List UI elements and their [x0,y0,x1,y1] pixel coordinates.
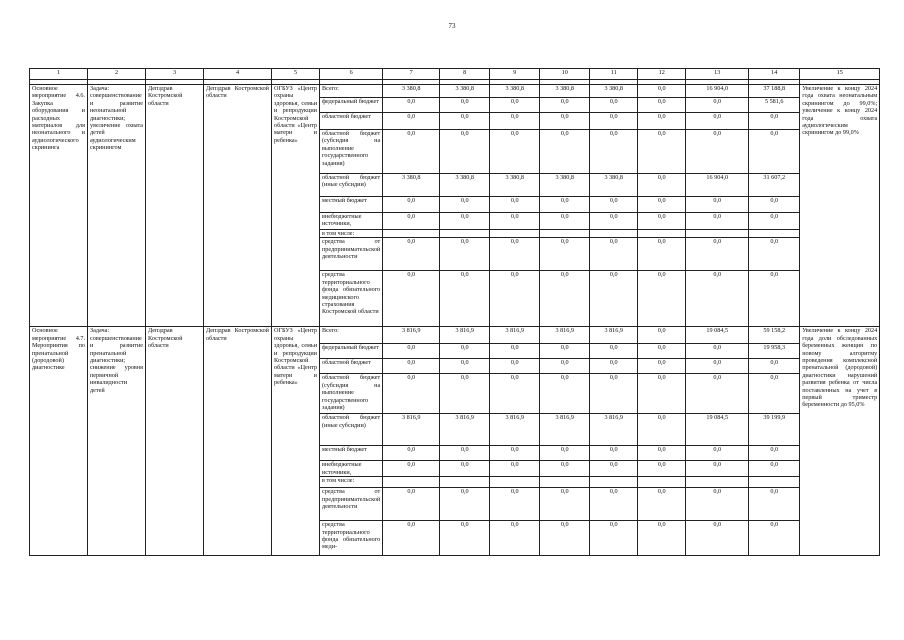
event-name-cell: Основное мероприятие 4.7. Мероприятия по пренатальной (дородовой) диагностике [30,327,88,556]
value-cell-col-11: 0,0 [590,521,638,556]
value-cell-col-12 [638,477,686,488]
value-cell-col-9: 0,0 [490,359,540,374]
value-cell-col-9: 3 380,8 [490,85,540,98]
value-cell-col-9: 0,0 [490,213,540,230]
value-cell-col-11: 0,0 [590,461,638,477]
value-cell-col-7: 0,0 [383,213,440,230]
value-cell-col-8: 3 816,9 [440,414,490,446]
value-cell-col-13: 16 904,0 [686,174,749,197]
value-cell-col-13: 0,0 [686,488,749,521]
value-cell-col-13: 0,0 [686,344,749,359]
value-cell-col-8: 0,0 [440,446,490,461]
value-cell-col-9: 0,0 [490,130,540,174]
value-cell-col-12: 0,0 [638,213,686,230]
value-cell-col-8: 0,0 [440,197,490,213]
value-cell-col-14: 19 958,3 [749,344,800,359]
value-cell-col-13: 0,0 [686,130,749,174]
value-cell-col-11: 3 816,9 [590,327,638,344]
value-cell-col-8: 0,0 [440,238,490,271]
value-cell-col-8: 3 380,8 [440,174,490,197]
value-cell-col-7: 0,0 [383,359,440,374]
value-cell-col-9: 0,0 [490,271,540,327]
value-cell-col-14: 0,0 [749,461,800,477]
value-cell-col-14: 0,0 [749,213,800,230]
value-cell-col-14: 0,0 [749,130,800,174]
funding-source-cell: в том числе: [320,477,383,488]
value-cell-col-12: 0,0 [638,113,686,130]
header-cell-15: 15 [800,69,880,80]
header-cell-6: 6 [320,69,383,80]
funding-source-cell: местный бюджет [320,197,383,213]
value-cell-col-12: 0,0 [638,488,686,521]
value-cell-col-10: 0,0 [540,98,590,113]
value-cell-col-11: 0,0 [590,359,638,374]
value-cell-col-9: 0,0 [490,344,540,359]
coexecutor-cell: Депздрав Костромской области [204,85,272,327]
value-cell-col-11: 0,0 [590,213,638,230]
value-cell-col-7: 0,0 [383,344,440,359]
value-cell-col-13: 16 904,0 [686,85,749,98]
funding-source-cell: областной бюджет [320,359,383,374]
value-cell-col-14: 0,0 [749,488,800,521]
value-cell-col-12: 0,0 [638,85,686,98]
value-cell-col-11: 0,0 [590,197,638,213]
value-cell-col-9: 3 816,9 [490,414,540,446]
value-cell-col-12: 0,0 [638,414,686,446]
value-cell-col-10: 0,0 [540,213,590,230]
value-cell-col-11 [590,477,638,488]
value-cell-col-8: 0,0 [440,213,490,230]
value-cell-col-7 [383,477,440,488]
table-row [30,327,880,344]
executor-cell: Депздрав Костромской области [146,85,204,327]
value-cell-col-13: 0,0 [686,359,749,374]
value-cell-col-10: 3 380,8 [540,174,590,197]
value-cell-col-7: 0,0 [383,461,440,477]
value-cell-col-13: 0,0 [686,197,749,213]
value-cell-col-9 [490,230,540,238]
value-cell-col-8: 0,0 [440,98,490,113]
funding-source-cell: средства от предпринимательской деятельности [320,488,383,521]
funding-source-cell: областной бюджет (субсидия на выполнение государственного задания) [320,130,383,174]
value-cell-col-14: 0,0 [749,359,800,374]
value-cell-col-8: 0,0 [440,344,490,359]
value-cell-col-13: 0,0 [686,521,749,556]
value-cell-col-13: 19 084,5 [686,327,749,344]
value-cell-col-12: 0,0 [638,344,686,359]
value-cell-col-12: 0,0 [638,446,686,461]
value-cell-col-12: 0,0 [638,98,686,113]
value-cell-col-11: 3 380,8 [590,85,638,98]
value-cell-col-12: 0,0 [638,327,686,344]
value-cell-col-10: 0,0 [540,271,590,327]
value-cell-col-9: 0,0 [490,374,540,414]
value-cell-col-7: 0,0 [383,197,440,213]
value-cell-col-9: 0,0 [490,446,540,461]
header-cell-2: 2 [88,69,146,80]
value-cell-col-8: 0,0 [440,271,490,327]
value-cell-col-11: 0,0 [590,130,638,174]
value-cell-col-14 [749,230,800,238]
value-cell-col-11: 3 816,9 [590,414,638,446]
value-cell-col-8: 0,0 [440,461,490,477]
value-cell-col-8: 0,0 [440,374,490,414]
value-cell-col-12: 0,0 [638,359,686,374]
value-cell-col-11: 0,0 [590,374,638,414]
value-cell-col-9: 0,0 [490,461,540,477]
value-cell-col-7: 3 816,9 [383,327,440,344]
value-cell-col-11: 0,0 [590,344,638,359]
header-cell-4: 4 [204,69,272,80]
value-cell-col-14: 0,0 [749,113,800,130]
table-row [30,85,880,98]
funding-source-cell: федеральный бюджет [320,98,383,113]
value-cell-col-8: 3 380,8 [440,85,490,98]
value-cell-col-9 [490,477,540,488]
value-cell-col-7: 0,0 [383,130,440,174]
value-cell-col-12: 0,0 [638,271,686,327]
value-cell-col-12: 0,0 [638,521,686,556]
value-cell-col-13: 0,0 [686,113,749,130]
funding-source-cell: внебюджетные источники, [320,213,383,230]
value-cell-col-13 [686,230,749,238]
value-cell-col-8: 0,0 [440,359,490,374]
value-cell-col-13: 0,0 [686,446,749,461]
value-cell-col-14: 5 581,6 [749,98,800,113]
value-cell-col-10 [540,477,590,488]
value-cell-col-14: 31 607,2 [749,174,800,197]
value-cell-col-13: 0,0 [686,238,749,271]
value-cell-col-9: 0,0 [490,98,540,113]
header-cell-3: 3 [146,69,204,80]
value-cell-col-10: 0,0 [540,359,590,374]
header-cell-5: 5 [272,69,320,80]
value-cell-col-8 [440,477,490,488]
value-cell-col-10: 3 816,9 [540,327,590,344]
funding-source-cell: Всего: [320,85,383,98]
funding-source-cell: средства от предпринимательской деятельности [320,238,383,271]
value-cell-col-7: 0,0 [383,271,440,327]
value-cell-col-10: 0,0 [540,461,590,477]
value-cell-col-14: 59 158,2 [749,327,800,344]
value-cell-col-12: 0,0 [638,238,686,271]
value-cell-col-7: 0,0 [383,488,440,521]
value-cell-col-12: 0,0 [638,174,686,197]
value-cell-col-7 [383,230,440,238]
header-cell-11: 11 [590,69,638,80]
header-cell-12: 12 [638,69,686,80]
value-cell-col-7: 0,0 [383,374,440,414]
funding-source-cell: областной бюджет (иные субсидии) [320,174,383,197]
value-cell-col-14: 37 188,8 [749,85,800,98]
value-cell-col-10: 0,0 [540,113,590,130]
program-table [29,68,880,556]
funding-source-cell: внебюджетные источники, [320,461,383,477]
value-cell-col-7: 3 816,9 [383,414,440,446]
value-cell-col-7: 0,0 [383,113,440,130]
value-cell-col-7: 0,0 [383,446,440,461]
event-name-cell: Основное мероприятие 4.6. Закупка оборудования и расходных материалов для неонатального и аудиологического скрининга [30,85,88,327]
page-number: 73 [448,22,456,30]
value-cell-col-14: 0,0 [749,197,800,213]
value-cell-col-11: 0,0 [590,238,638,271]
value-cell-col-9: 0,0 [490,521,540,556]
header-cell-13: 13 [686,69,749,80]
task-cell: Задача: совершенствование и развитие пренатальной диагностики; снижение уровня первичной инвалидности детей [88,327,146,556]
value-cell-col-11: 0,0 [590,446,638,461]
value-cell-col-10: 3 816,9 [540,414,590,446]
result-cell: Увеличение к концу 2024 года охвата неонатальным скринингом до 99,0%; увеличение к концу 2024 года охвата аудиологическим скринингом до 99,0% [800,85,880,327]
value-cell-col-10: 0,0 [540,344,590,359]
value-cell-col-10: 3 380,8 [540,85,590,98]
value-cell-col-12: 0,0 [638,461,686,477]
executor-cell: Депздрав Костромской области [146,327,204,556]
funding-source-cell: в том числе: [320,230,383,238]
value-cell-col-12: 0,0 [638,197,686,213]
value-cell-col-10: 0,0 [540,130,590,174]
value-cell-col-11: 0,0 [590,98,638,113]
value-cell-col-10: 0,0 [540,488,590,521]
funding-source-cell: средства территориального фонда обязательного меди- [320,521,383,556]
funding-source-cell: средства территориального фонда обязательного медицинского страхования Костромской области [320,271,383,327]
value-cell-col-7: 0,0 [383,98,440,113]
funding-source-cell: федеральный бюджет [320,344,383,359]
value-cell-col-10: 0,0 [540,521,590,556]
value-cell-col-8: 3 816,9 [440,327,490,344]
value-cell-col-12: 0,0 [638,374,686,414]
value-cell-col-13: 0,0 [686,98,749,113]
value-cell-col-11: 0,0 [590,113,638,130]
value-cell-col-8 [440,230,490,238]
value-cell-col-14: 39 199,9 [749,414,800,446]
value-cell-col-7: 0,0 [383,521,440,556]
header-cell-14: 14 [749,69,800,80]
recipient-cell: ОГБУЗ «Центр охраны здоровья, семьи и репродукции Костромской области «Центр матери и ребенка» [272,85,320,327]
task-cell: Задача: совершенствование и развитие неонатальной диагностики; увеличение охвата детей аудиологическим скринингом [88,85,146,327]
value-cell-col-10: 0,0 [540,374,590,414]
header-cell-1: 1 [30,69,88,80]
value-cell-col-8: 0,0 [440,113,490,130]
value-cell-col-13: 0,0 [686,461,749,477]
value-cell-col-14: 0,0 [749,271,800,327]
funding-source-cell: местный бюджет [320,446,383,461]
funding-source-cell: областной бюджет (субсидия на выполнение государственного задания) [320,374,383,414]
value-cell-col-9: 3 380,8 [490,174,540,197]
value-cell-col-12: 0,0 [638,130,686,174]
value-cell-col-13: 19 084,5 [686,414,749,446]
value-cell-col-11 [590,230,638,238]
value-cell-col-9: 3 816,9 [490,327,540,344]
value-cell-col-11: 0,0 [590,488,638,521]
funding-source-cell: областной бюджет (иные субсидии) [320,414,383,446]
value-cell-col-8: 0,0 [440,130,490,174]
value-cell-col-7: 0,0 [383,238,440,271]
funding-source-cell: Всего: [320,327,383,344]
value-cell-col-11: 3 380,8 [590,174,638,197]
value-cell-col-11: 0,0 [590,271,638,327]
value-cell-col-14: 0,0 [749,446,800,461]
value-cell-col-9: 0,0 [490,488,540,521]
funding-source-cell: областной бюджет [320,113,383,130]
value-cell-col-14: 0,0 [749,238,800,271]
value-cell-col-13: 0,0 [686,374,749,414]
value-cell-col-10: 0,0 [540,238,590,271]
header-cell-7: 7 [383,69,440,80]
value-cell-col-8: 0,0 [440,521,490,556]
value-cell-col-10: 0,0 [540,446,590,461]
header-cell-8: 8 [440,69,490,80]
value-cell-col-9: 0,0 [490,197,540,213]
value-cell-col-14 [749,477,800,488]
header-cell-10: 10 [540,69,590,80]
header-row [30,69,880,80]
value-cell-col-7: 3 380,8 [383,174,440,197]
value-cell-col-9: 0,0 [490,113,540,130]
value-cell-col-13: 0,0 [686,213,749,230]
value-cell-col-14: 0,0 [749,521,800,556]
value-cell-col-14: 0,0 [749,374,800,414]
value-cell-col-10: 0,0 [540,197,590,213]
value-cell-col-8: 0,0 [440,488,490,521]
value-cell-col-13 [686,477,749,488]
value-cell-col-9: 0,0 [490,238,540,271]
coexecutor-cell: Депздрав Костромской области [204,327,272,556]
value-cell-col-13: 0,0 [686,271,749,327]
recipient-cell: ОГБУЗ «Центр охраны здоровья, семьи и репродукции Костромской области «Центр матери и ребенка» [272,327,320,556]
result-cell: Увеличение к концу 2024 года доли обследованных беременных женщин по новому алгоритму проведения комплексной пренатальной (дородовой) диагностики нарушений развития ребенка от числа поставленных на учет в первый триместр беременности до 95,0% [800,327,880,556]
value-cell-col-10 [540,230,590,238]
header-cell-9: 9 [490,69,540,80]
value-cell-col-7: 3 380,8 [383,85,440,98]
value-cell-col-12 [638,230,686,238]
